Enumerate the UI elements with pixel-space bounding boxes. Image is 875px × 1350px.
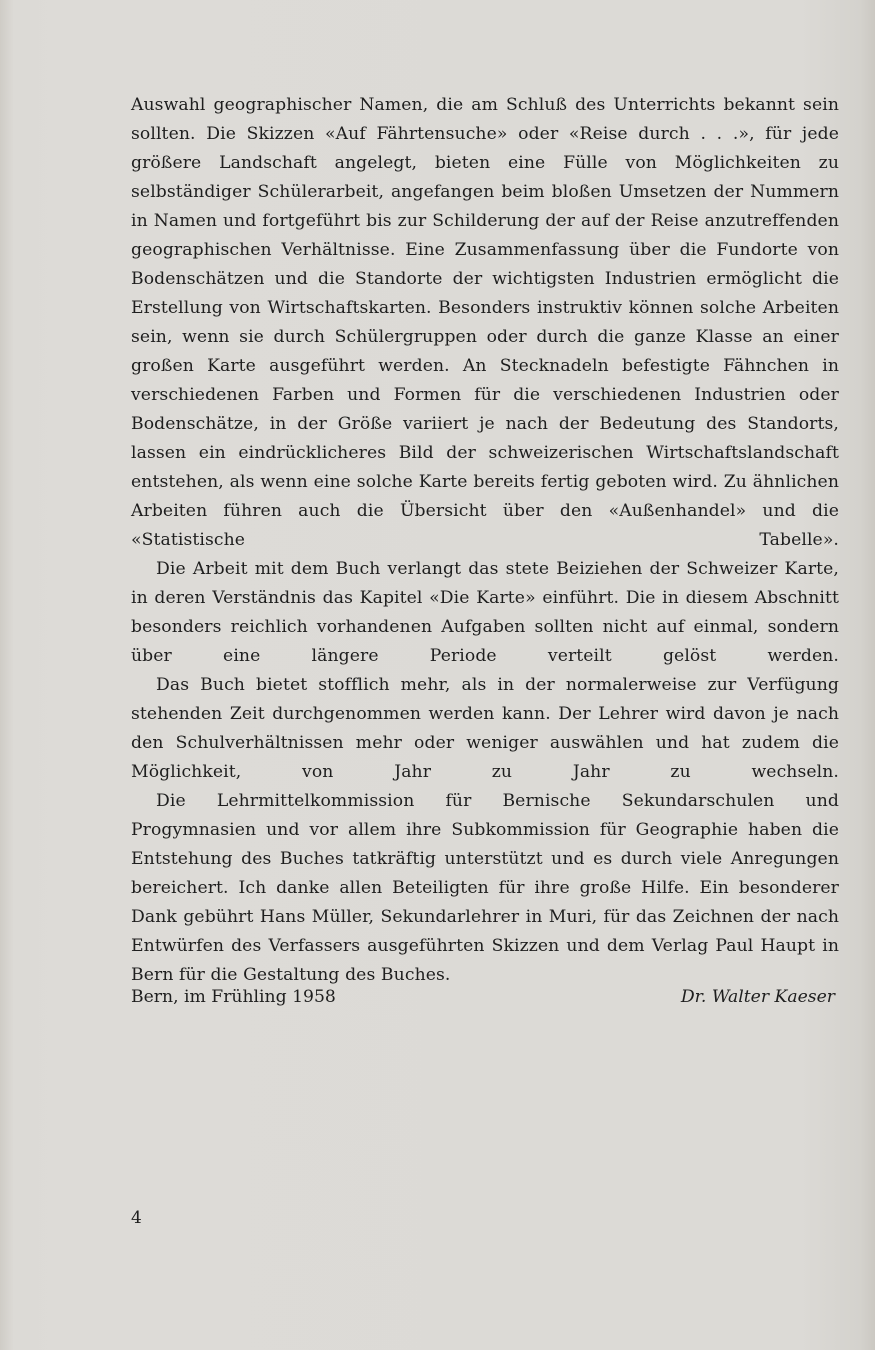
page-number: 4 [131,1208,142,1228]
place-date: Bern, im Frühling 1958 [131,987,336,1007]
paragraph-2: Die Arbeit mit dem Buch verlangt das stete Beiziehen der Schweizer Karte, in deren Verständnis das Kapitel «Die Karte» einführt. Die in diesem Abschnitt besonders reichlich vorhandenen Aufgaben sollten nicht auf einmal, sondern über eine längere Periode verteilt gelöst werden. [131,559,839,666]
signoff-line [131,983,835,1012]
paragraph-1: Auswahl geographischer Namen, die am Schluß des Unterrichts bekannt sein sollten. Die Skizzen «Auf Fährtensuche» oder «Reise durch . . .», für jede größere Landschaft angelegt, bieten eine Fülle von Möglichkeiten zu selbständiger Schülerarbeit, angefangen beim bloßen Umsetzen der Nummern in Namen und fortgeführt bis zur Schilderung der auf der Reise anzutreffenden geographischen Verhältnisse. Eine Zusammenfassung über die Fundorte von Bodenschätzen und die Standorte der wichtigsten Industrien ermöglicht die Erstellung von Wirtschaftskarten. Besonders instruktiv können solche Arbeiten sein, wenn sie durch Schülergruppen oder durch die ganze Klasse an einer großen Karte ausgeführt werden. An Stecknadeln befestigte Fähnchen in verschiedenen Farben und Formen für die verschiedenen Industrien oder Bodenschätze, in der Größe variiert je nach der Bedeutung des Standorts, lassen ein eindrücklicheres Bild der schweizerischen Wirtschaftslandschaft entstehen, als wenn eine solche Karte bereits fertig geboten wird. Zu ähnlichen Arbeiten führen auch die Übersicht über den «Außenhandel» und die «Statistische Tabelle». [131,95,839,550]
body-text [131,91,839,990]
paragraph-4: Die Lehrmittelkommission für Bernische Sekundarschulen und Progymnasien und vor allem ihre Subkommission für Geographie haben die Entstehung des Buches tatkräftig unterstützt und es durch viele Anregungen bereichert. Ich danke allen Beteiligten für ihre große Hilfe. Ein besonderer Dank gebührt Hans Müller, Sekundarlehrer in Muri, für das Zeichnen der nach Entwürfen des Verfassers ausgeführten Skizzen und dem Verlag Paul Haupt in Bern für die Gestaltung des Buches. [131,791,839,985]
author-signature: Dr. Walter Kaeser [680,987,835,1007]
paragraph-3: Das Buch bietet stofflich mehr, als in der normalerweise zur Verfügung stehenden Zeit durchgenommen werden kann. Der Lehrer wird davon je nach den Schulverhältnissen mehr oder weniger auswählen und hat zudem die Möglichkeit, von Jahr zu Jahr zu wechseln. [131,675,839,782]
